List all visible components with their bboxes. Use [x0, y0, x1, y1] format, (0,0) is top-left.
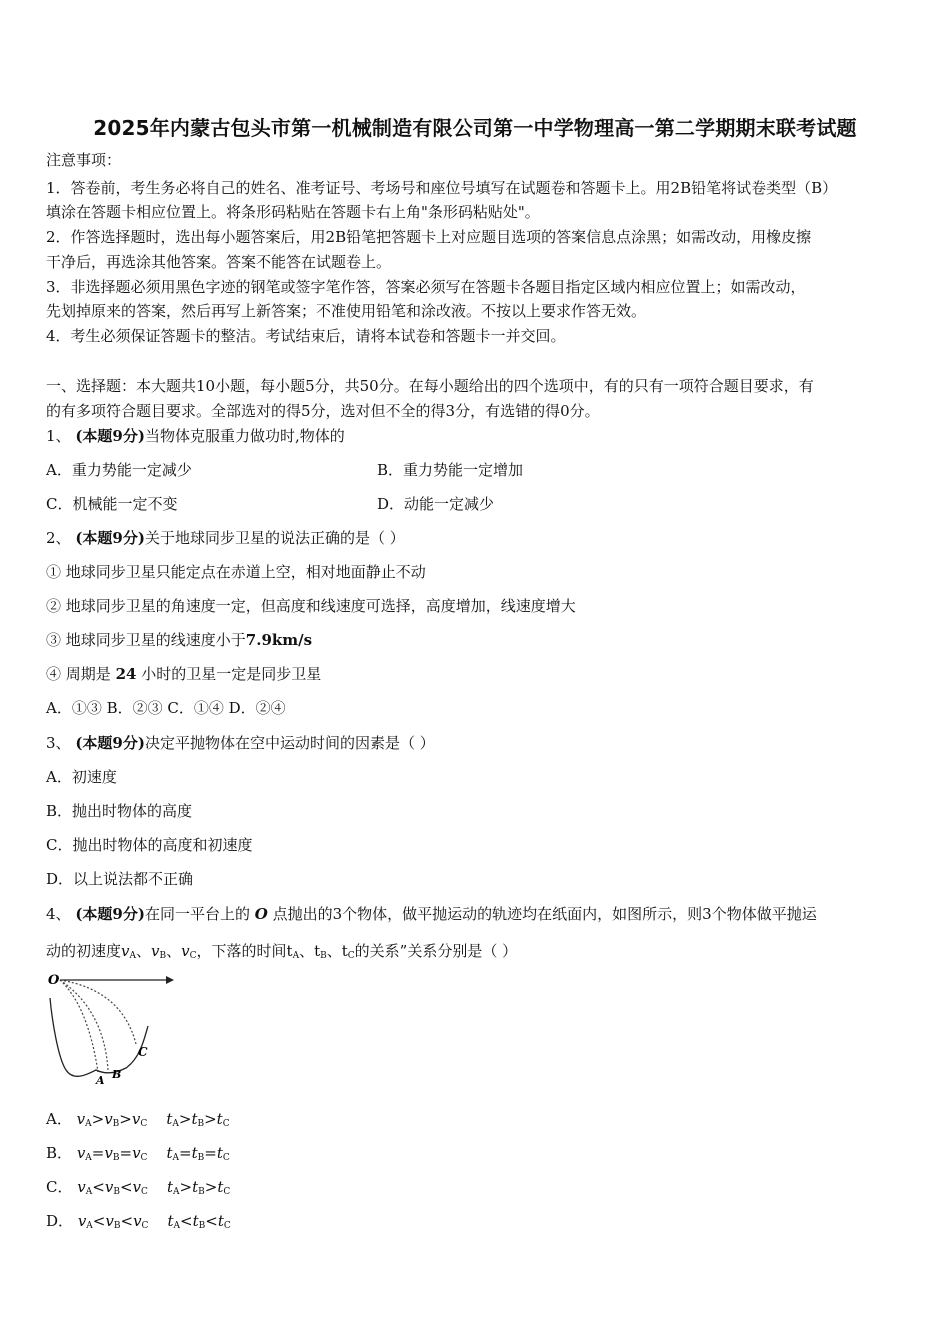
option-d: D． $v_A<v_B<v_C$ $t_A<t_B<t_C$: [46, 1212, 231, 1231]
question-number: 3、: [46, 734, 71, 752]
question-score: (本题9分): [75, 529, 145, 547]
question-1-stem: [46, 426, 345, 446]
statement-4: [46, 664, 321, 684]
question-2-stem: [46, 528, 405, 548]
question-2-options: A．①③ B．②③ C．①④ D．②④: [46, 699, 286, 717]
question-score: (本题9分): [75, 905, 145, 923]
option-a: A． $v_A>v_B>v_C$ $t_A>t_B>t_C$: [46, 1110, 230, 1129]
option-c: C．抛出时物体的高度和初速度: [46, 836, 253, 854]
question-text: 关于地球同步卫星的说法正确的是（ ）: [144, 529, 405, 547]
trajectory-a: [60, 980, 98, 1072]
point-o-label: O: [254, 905, 268, 923]
question-text: 的关系”关系分别是（ ）: [354, 942, 518, 960]
question-4-stem-2: 动的初速度$v_A$、$v_B$、$v_C$，下落的时间$t_A$、$t_B$、$t_C$的关系”关系分别是（ ）: [46, 942, 518, 961]
section-instructions: 的有多项符合题目要求。全部选对的得5分，选对但不全的得3分，有选错的得0分。: [46, 402, 600, 420]
question-text: 当物体克服重力做功时,物体的: [144, 427, 345, 445]
notice-heading: 注意事项：: [46, 151, 122, 169]
option-c: C．机械能一定不变: [46, 495, 178, 513]
option-d: D．动能一定减少: [377, 495, 495, 513]
question-3-stem: [46, 733, 435, 753]
trajectory-c: [60, 980, 136, 1044]
notice-line: 填涂在答题卡相应位置上。将条形码粘贴在答题卡右上角"条形码粘贴处"。: [46, 203, 540, 221]
notice-line: 先划掉原来的答案，然后再写上新答案；不准使用铅笔和涂改液。不按以上要求作答无效。: [46, 302, 647, 320]
point-o-label: O: [48, 973, 60, 988]
question-number: 1、: [46, 427, 71, 445]
notice-line: 干净后，再选涂其他答案。答案不能答在试题卷上。: [46, 253, 392, 271]
notice-line: 3．非选择题必须用黑色字迹的钢笔或签字笔作答，答案必须写在答题卡各题目指定区域内相应位置上；如需改动，: [46, 278, 806, 296]
arrow-head-icon: [166, 976, 174, 984]
statement-text: ④ 周期是: [46, 665, 111, 683]
option-a: A．初速度: [46, 768, 117, 786]
statement-text: 小时的卫星一定是同步卫星: [141, 665, 322, 683]
question-4-stem: [46, 904, 817, 924]
notice-line: 1．答卷前，考生务必将自己的姓名、准考证号、考场号和座位号填写在试题卷和答题卡上。用2B铅笔将试卷类型（B）: [46, 179, 838, 197]
ground-outline: [50, 998, 148, 1076]
question-text: ，下落的时间: [196, 942, 287, 960]
page-title: 2025年内蒙古包头市第一机械制造有限公司第一中学物理高一第二学期期末联考试题: [93, 116, 857, 140]
section-instructions: 一、选择题：本大题共10小题，每小题5分，共50分。在每小题给出的四个选项中，有的只有一项符合题目要求，有: [46, 377, 814, 395]
question-text: 点抛出的3个物体，做平抛运动的轨迹均在纸面内，如图所示，则3个物体做平抛运: [272, 905, 817, 923]
trajectory-figure: [44, 970, 184, 1090]
statement-3: [46, 630, 312, 650]
question-text: 决定平抛物体在空中运动时间的因素是（ ）: [144, 734, 435, 752]
speed-value: 7.9km/s: [245, 631, 313, 649]
trajectory-b: [60, 980, 108, 1070]
option-d: D．以上说法都不正确: [46, 870, 194, 888]
point-c-label: C: [138, 1045, 148, 1059]
option-b: B．抛出时物体的高度: [46, 802, 193, 820]
statement-text: ③ 地球同步卫星的线速度小于: [46, 631, 246, 649]
point-b-label: B: [112, 1068, 122, 1081]
question-text: 在同一平台上的: [144, 905, 250, 923]
notice-line: 2．作答选择题时，选出每小题答案后，用2B铅笔把答题卡上对应题目选项的答案信息点涂黑；如需改动，用橡皮擦: [46, 228, 812, 246]
option-b: B． $v_A=v_B=v_C$ $t_A=t_B=t_C$: [46, 1144, 230, 1163]
statement-2: ② 地球同步卫星的角速度一定，但高度和线速度可选择，高度增加，线速度增大: [46, 597, 576, 615]
option-c: C． $v_A<v_B<v_C$ $t_A>t_B>t_C$: [46, 1178, 231, 1197]
question-score: (本题9分): [75, 734, 145, 752]
question-score: (本题9分): [75, 427, 145, 445]
hours-value: 24: [115, 665, 137, 683]
question-number: 4、: [46, 905, 71, 923]
option-a: A．重力势能一定减少: [46, 461, 192, 479]
statement-1: ① 地球同步卫星只能定点在赤道上空，相对地面静止不动: [46, 563, 426, 581]
point-a-label: A: [96, 1074, 105, 1087]
notice-line: 4．考生必须保证答题卡的整洁。考试结束后，请将本试卷和答题卡一并交回。: [46, 327, 566, 345]
option-b: B．重力势能一定增加: [377, 461, 524, 479]
question-number: 2、: [46, 529, 71, 547]
question-text: 动的初速度: [46, 942, 122, 960]
